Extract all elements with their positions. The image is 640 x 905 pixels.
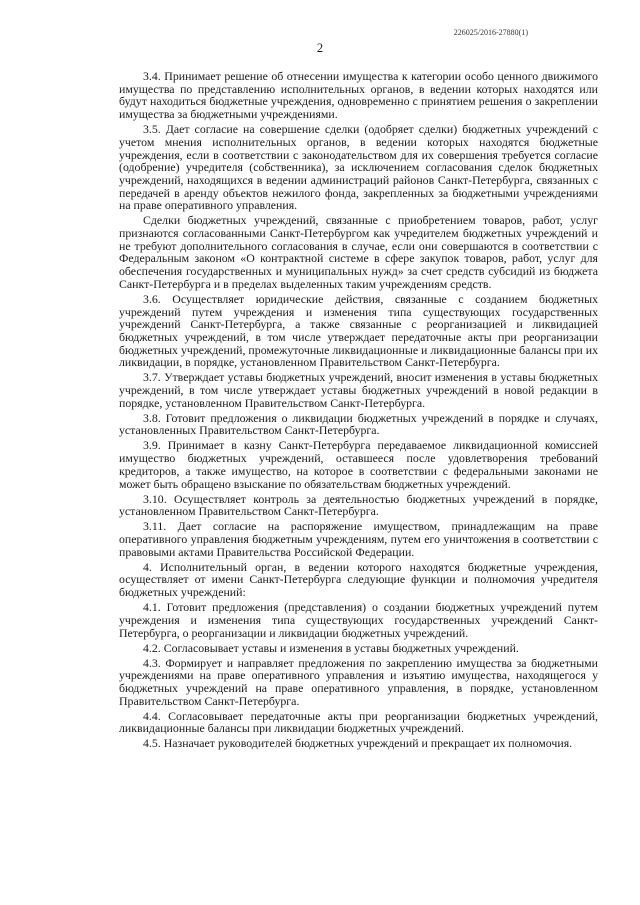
paragraph-3-5-transactions: Сделки бюджетных учреждений, связанные с приобретением товаров, работ, услуг признаются согласованными Санкт-Петербургом как учредителем бюджетных учреждений и не требуют дополнительного согласования в случае, если они совершаются в соответствии с Федеральным законом «О контрактной системе в сфере закупок товаров, работ, услуг для обеспечения государственных и муниципальных нужд» за счет средств субсидий из бюджета Санкт-Петербурга и в пределах выделенных таким учреждениям средств. xyxy=(119,213,598,291)
paragraph-4-4: 4.4. Согласовывает передаточные акты при реорганизации бюджетных учреждений, ликвидационные балансы при ликвидации бюджетных учреждений. xyxy=(119,708,598,736)
paragraph-3-8: 3.8. Готовит предложения о ликвидации бюджетных учреждений в порядке и случаях, установленных Правительством Санкт-Петербурга. xyxy=(119,410,598,438)
paragraph-4-2: 4.2. Согласовывает уставы и изменения в уставы бюджетных учреждений. xyxy=(143,640,519,655)
paragraph-3-4: 3.4. Принимает решение об отнесении имущества к категории особо ценного движимого имущества по представлению исполнительных органов, в ведении которых находятся или будут находиться бюджетные учреждения, одновременно с принятием решения о закреплении имущества за бюджетными учреждениями. xyxy=(119,69,598,122)
paragraph-4-5: 4.5. Назначает руководителей бюджетных учреждений и прекращает их полномочия. xyxy=(143,736,573,751)
page-number: 2 xyxy=(316,41,324,55)
paragraph-3-6: 3.6. Осуществляет юридические действия, связанные с созданием бюджетных учреждений путем учреждения и изменения типа существующих государственных учреждений Санкт-Петербурга, а также связанные с реорганизацией и ликвидацией бюджетных учреждений, в том числе утверждает передаточные акты при реорганизации бюджетных учреждений, промежуточные ликвидационные и ликвидационные балансы при их ликвидации, в порядке, установленном Правительством Санкт-Петербурга. xyxy=(119,291,598,370)
paragraph-3-10: 3.10. Осуществляет контроль за деятельностью бюджетных учреждений в порядке, установленном Правительством Санкт-Петербурга. xyxy=(119,491,598,519)
document-id: 226025/2016-27880(1) xyxy=(453,28,528,37)
document-body xyxy=(119,70,598,752)
paragraph-4: 4. Исполнительный орган, в ведении которого находятся бюджетные учреждения, осуществляет от имени Санкт-Петербурга следующие функции и полномочия учредителя бюджетных учреждений: xyxy=(119,559,598,600)
paragraph-3-9: 3.9. Принимает в казну Санкт-Петербурга передаваемое ликвидационной комиссией имущество бюджетных учреждений, оставшееся после удовлетворения требований кредиторов, а также имущество, на которое в соответствии с федеральными законами не может быть обращено взыскание по обязательствам бюджетных учреждений. xyxy=(119,438,598,491)
paragraph-3-5: 3.5. Дает согласие на совершение сделки (одобряет сделки) бюджетных учреждений с учетом мнения исполнительных органов, в ведении которых находятся бюджетные учреждения, если в соответствии с законодательством для их совершения требуется согласие (одобрение) учредителя (собственника), за исключением согласования сделок бюджетных учреждений, находящихся в ведении администраций районов Санкт-Петербурга, связанных с передачей в аренду объектов нежилого фонда, закрепленных за бюджетными учреждениями на праве оперативного управления. xyxy=(119,122,598,213)
paragraph-3-11: 3.11. Дает согласие на распоряжение имуществом, принадлежащим на праве оперативного управления бюджетным учреждениям, путем его уничтожения в соответствии с правовыми актами Правительства Российской Федерации. xyxy=(119,519,598,559)
paragraph-4-3: 4.3. Формирует и направляет предложения по закреплению имущества за бюджетными учреждениями на праве оперативного управления и изъятию имущества, находящегося у бюджетных учреждений на праве оперативного управления, в порядке, установленном Правительством Санкт-Петербурга. xyxy=(119,655,598,708)
paragraph-3-7: 3.7. Утверждает уставы бюджетных учреждений, вносит изменения в уставы бюджетных учреждений, в том числе утверждает уставы бюджетных учреждений в новой редакции в порядке, установленном Правительством Санкт-Петербурга. xyxy=(119,370,598,410)
paragraph-4-1: 4.1. Готовит предложения (представления) о создании бюджетных учреждений путем учреждения и изменения типа существующих государственных учреждений Санкт-Петербурга, о реорганизации и ликвидации бюджетных учреждений. xyxy=(119,600,598,640)
